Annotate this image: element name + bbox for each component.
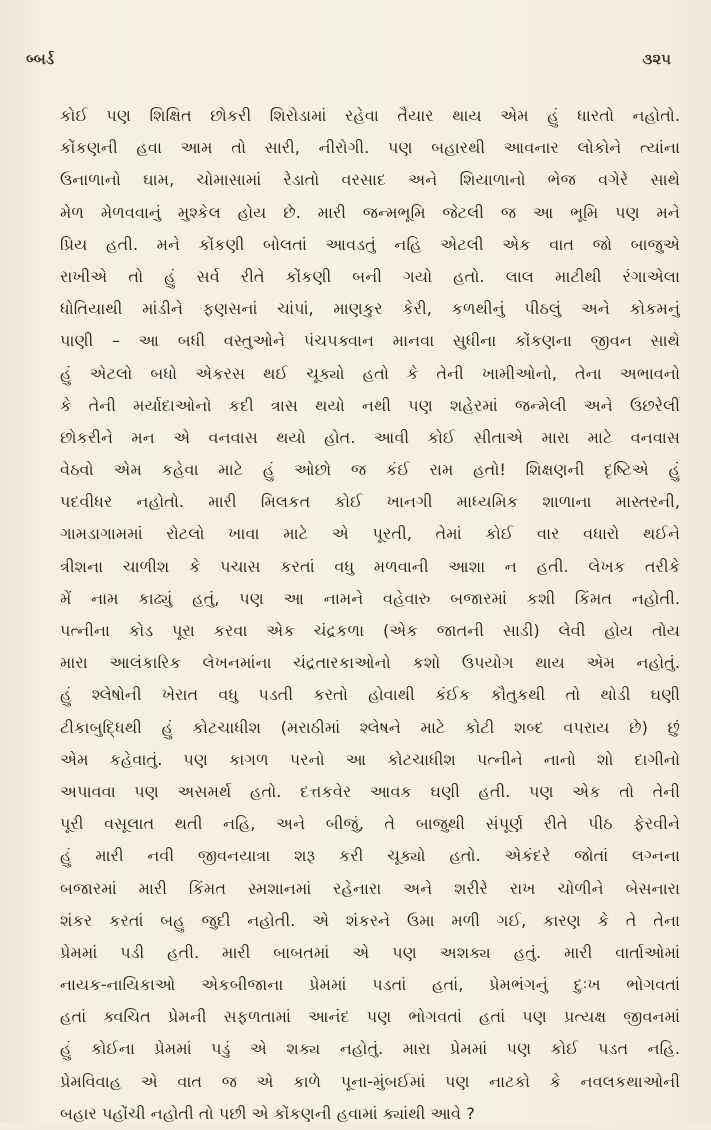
text-line: હતાં ક્વચિત પ્રેમની સફળતામાં આનંદ પણ ભોગવતાં હતાં પણ પ્રત્યક્ષ જીવનમાં <box>60 1007 680 1027</box>
text-line: પદવીધર નહોતો. મારી મિલકત કોઈ ખાનગી માધ્યમિક શાળાના માસ્તરની, <box>60 492 680 512</box>
text-line: પત્નીના કોડ પૂરા કરવા એક ચંદ્રકળા (એક જાતની સાડી) લેવી હોય તોય <box>60 621 680 640</box>
text-line: કોંકણની હવા આમ તો સારી, નીરોગી. પણ બહારથી આવનાર લોકોને ત્યાંના <box>60 138 680 158</box>
text-line: ગામડાગામમાં રોટલો ખાવા માટે એ પૂરતી, તેમાં કોઈ વાર વધારો થઈને <box>60 524 680 544</box>
text-line: પ્રિય હતી. મને કોંકણી બોલતાં આવડતું નહિ એટલી એક વાત જો બાજુએ <box>60 234 680 254</box>
page-header <box>0 50 711 74</box>
text-line: બજારમાં મારી કિંમત સ્મશાનમાં રહેનારા અને શરીરે રાખ ચોળીને બેસનારા <box>60 878 680 898</box>
text-line: મેળ મેળવવાનું મુશ્કેલ હોય છે. મારી જન્મભૂમિ જેટલી જ આ ભૂમિ પણ મને <box>60 202 680 222</box>
text-line: રાખીએ તો હું સર્વ રીતે કોંકણી બની ગયો હતો. લાલ માટીથી રંગાએલા <box>60 266 680 286</box>
text-line: ઉનાળાનો ઘામ, ચોમાસામાં રેડાતો વરસાદ અને શિયાળાનો ભેજ વગેરે સાથે <box>60 170 680 190</box>
body-text <box>60 100 680 1130</box>
text-line: ટીકાબુદ્ધિથી હું કોટચાધીશ (મરાઠીમાં શ્લેષને માટે કોટી શબ્દ વપરાય છે) છું <box>60 717 680 737</box>
text-line: છોકરીને મન એ વનવાસ થયો હોત. આવી કોઈ સીતાએ મારા માટે વનવાસ <box>60 427 680 447</box>
text-line: મારા આલંકારિક લેખનમાંના ચંદ્રતારકાઓનો કશો ઉપયોગ થાય એમ નહોતું. <box>60 653 680 673</box>
text-line: કે તેની મર્યાદાઓનો કદી ત્રાસ થયો નથી પણ શહેરમાં જન્મેલી અને ઉછરેલી <box>60 395 680 415</box>
text-line: એમ કહેવાતું. પણ કાગળ પરનો આ કોટચાધીશ પત્નીને નાનો શો દાગીનો <box>60 749 680 769</box>
running-head: બ્બર્ડ <box>26 50 55 68</box>
text-line: પ્રેમમાં પડી હતી. મારી બાબતમાં એ પણ અશક્ય હતું. મારી વાર્તાઓમાં <box>60 942 680 962</box>
text-line: હું કોઈના પ્રેમમાં પડું એ શક્ય નહોતું. મારા પ્રેમમાં પણ કોઈ પડત નહિ. <box>60 1039 680 1059</box>
text-line: અપાવવા પણ અસમર્થ હતો. દત્તકવેર આવક ઘણી હતી. પણ એક તો તેની <box>60 781 680 801</box>
text-line: નાયક-નાયિકાઓ એકબીજાના પ્રેમમાં પડતાં હતાં, પ્રેમભંગનું દુઃખ ભોગવતાં <box>60 975 680 995</box>
text-line: પૂરી વસૂલાત થતી નહિ, અને બીજું, તે બાજુથી સંપૂર્ણ રીતે પીઠ ફેરવીને <box>60 814 680 834</box>
text-line: પ્રેમવિવાહ એ વાત જ એ કાળે પૂના-મુંબઈમાં પણ નાટકો કે નવલકથાઓની <box>60 1071 680 1091</box>
text-line: હું મારી નવી જીવનયાત્રા શરૂ કરી ચૂક્યો હતો. એકંદરે જોતાં લગ્નના <box>60 846 680 866</box>
text-line: ત્રીશના ચાળીશ કે પચાસ કરતાં વધુ મળવાની આશા ન હતી. લેખક તરીકે <box>60 556 680 576</box>
text-line: પાણી – આ બધી વસ્તુઓને પંચપક્વાન માનવા સુધીના કોંકણના જીવન સાથે <box>60 331 680 351</box>
text-line: મેં નામ કાઢ્યું હતું, પણ આ નામને વહેવારુ બજારમાં કશી કિંમત નહોતી. <box>60 588 680 608</box>
text-line: કોઈ પણ શિક્ષિત છોકરી શિરોડામાં રહેવા તૈયાર થાય એમ હું ધારતો નહોતો. <box>60 106 680 125</box>
page-number: ૩૨૫ <box>642 50 671 68</box>
text-line: બહાર પહોંચી નહોતી તો પછી એ કોંકણની હવામાં ક્યાંથી આવે ? <box>60 1103 475 1123</box>
text-line: હું શ્લેષોની ખેરાત વધુ પડતી કરતો હોવાથી કંઈક કૌતુકથી તો થોડી ઘણી <box>60 685 680 705</box>
text-line: શંકર કરતાં બહુ જુદી નહોતી. એ શંકરને ઉમા મળી ગઈ, કારણ કે તે તેના <box>60 910 680 930</box>
text-line: ધોતિયાથી માંડીને ફણસનાં ચાંપાં, માણકુર કેરી, કળથીનું પીઠલું અને કોકમનું <box>60 299 680 319</box>
text-line: હું એટલો બધો એકરસ થઈ ચૂક્યો હતો કે તેની ખામીઓનો, તેના અભાવનો <box>60 363 680 383</box>
text-line: વેઠવો એમ કહેવા માટે હું ઓછો જ કંઈ રામ હતો! શિક્ષણની દૃષ્ટિએ હું <box>60 460 680 480</box>
